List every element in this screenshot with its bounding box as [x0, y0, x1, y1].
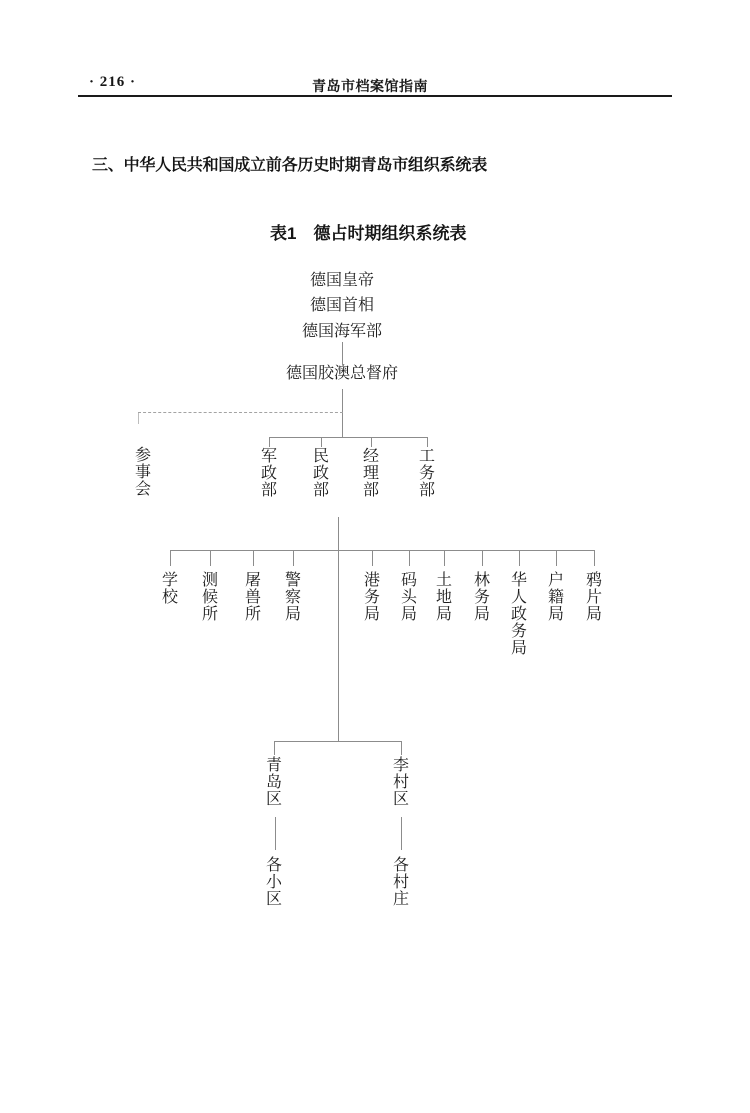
dept-tick-line: [427, 437, 428, 447]
book-title: 青岛市档案馆指南: [312, 78, 428, 94]
node-bureau-household-registry: 户籍局: [547, 572, 564, 623]
qingdao-drop-line: [275, 817, 276, 850]
node-dept-public-works: 工务部: [418, 448, 435, 499]
table-title: 表1 德占时期组织系统表: [270, 224, 467, 243]
connector-navy-to-governor-line: [342, 342, 343, 365]
dept-tick-line: [269, 437, 270, 447]
bureau-tick-line: [170, 550, 171, 566]
node-bureau-forestry: 林务局: [473, 572, 490, 623]
bureau-tick-line: [409, 550, 410, 566]
node-jiaoao-governor-office: 德国胶澳总督府: [285, 365, 398, 382]
node-bureau-weather-station: 测候所: [201, 572, 218, 623]
node-district-licun: 李村区: [392, 757, 409, 808]
advisory-dashed-line: [138, 412, 343, 413]
bureau-tick-line: [253, 550, 254, 566]
node-sub-villages: 各村庄: [392, 857, 409, 908]
bureau-tick-line: [293, 550, 294, 566]
node-advisory-council: 参事会: [134, 447, 151, 498]
node-bureau-wharf: 码头局: [400, 572, 417, 623]
node-bureau-school: 学校: [161, 572, 178, 606]
node-bureau-slaughterhouse: 屠兽所: [244, 572, 261, 623]
node-bureau-opium: 鸦片局: [585, 572, 602, 623]
departments-branch-line: [269, 437, 428, 438]
node-german-chancellor: 德国首相: [309, 297, 374, 314]
node-german-navy-ministry: 德国海军部: [301, 323, 382, 340]
node-german-emperor: 德国皇帝: [309, 272, 374, 289]
node-dept-civil-admin: 民政部: [312, 448, 329, 499]
node-sub-districts: 各小区: [265, 857, 282, 908]
bureau-tick-line: [482, 550, 483, 566]
dept-tick-line: [321, 437, 322, 447]
bureau-tick-line: [444, 550, 445, 566]
bureau-tick-line: [594, 550, 595, 566]
bureau-tick-line: [519, 550, 520, 566]
node-dept-management: 经理部: [362, 448, 379, 499]
districts-branch-line: [274, 741, 402, 742]
page-number: · 216 ·: [89, 74, 137, 90]
bureau-tick-line: [556, 550, 557, 566]
node-dept-military-admin: 军政部: [260, 448, 277, 499]
advisory-tick-line: [138, 413, 139, 424]
node-bureau-harbor: 港务局: [363, 572, 380, 623]
district-tick-line: [401, 741, 402, 755]
bureau-tick-line: [210, 550, 211, 566]
header-rule: [78, 95, 672, 97]
connector-governor-trunk-line: [342, 389, 343, 437]
bureau-tick-line: [372, 550, 373, 566]
section-title: 三、中华人民共和国成立前各历史时期青岛市组织系统表: [92, 157, 488, 174]
node-bureau-police: 警察局: [284, 572, 301, 623]
bureaus-branch-line: [170, 550, 595, 551]
licun-drop-line: [401, 817, 402, 850]
district-tick-line: [274, 741, 275, 755]
node-bureau-land: 土地局: [435, 572, 452, 623]
node-bureau-chinese-affairs: 华人政务局: [510, 572, 527, 657]
dept-tick-line: [371, 437, 372, 447]
node-district-qingdao: 青岛区: [265, 757, 282, 808]
